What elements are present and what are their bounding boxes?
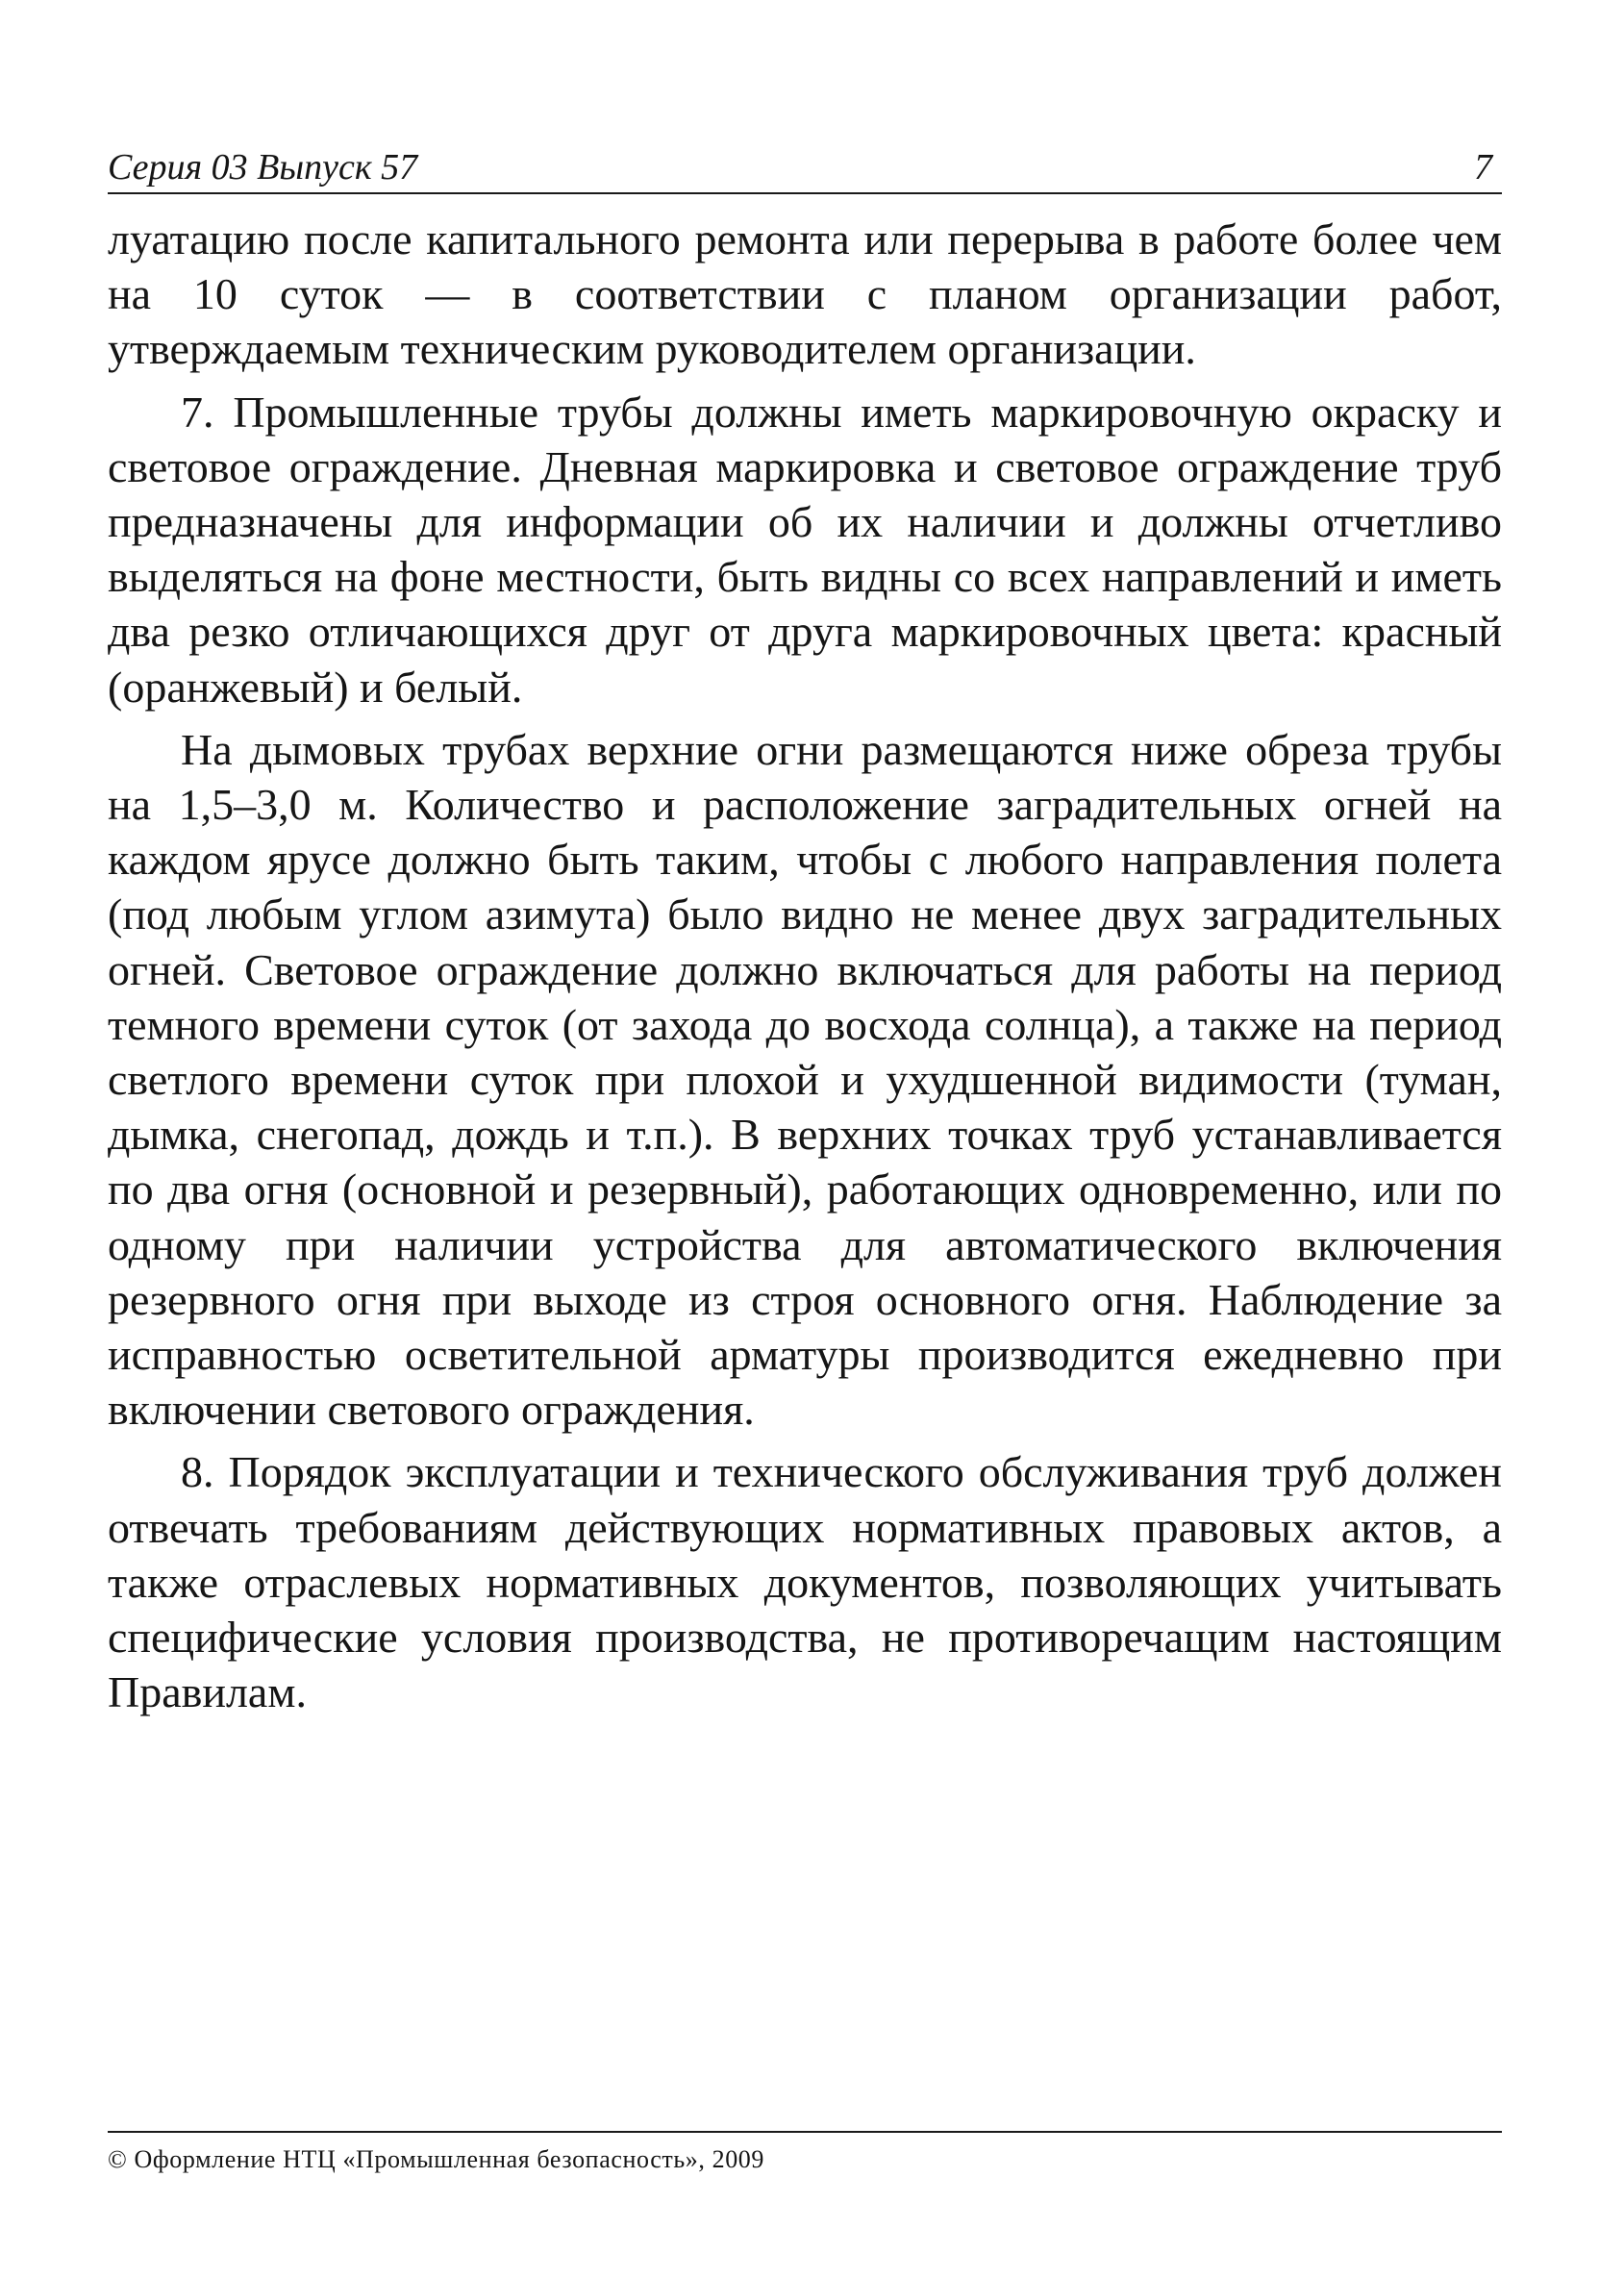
copyright-notice: © Оформление НТЦ «Промышленная безопасность», 2009 [108,2145,764,2173]
paragraph-smoke-stack-lights: На дымовых трубах верхние огни размещаются ниже обреза трубы на 1,5–3,0 м. Количество и расположение заградительных огней на каждом ярусе должно быть таким, чтобы с любого направления полета (под любым углом азимута) было видно не менее двух заградительных огней. Световое ограждение должно включаться для работы на период темного времени суток (от захода до восхода солнца), а также на период светлого времени суток при плохой и ухудшенной видимости (туман, дымка, снегопад, дождь и т.п.). В верхних точках труб устанавливается по два огня (основной и резервный), работающих одновременно, или по одному при наличии устройства для автоматического включения резервного огня при выходе из строя основного огня. Наблюдение за исправностью осветительной арматуры производится ежедневно при включении светового ограждения. [108,724,1502,1435]
page-number: 7 [1474,147,1492,188]
paragraph-continuation: луатацию после капитального ремонта или перерыва в работе более чем на 10 суток — в соответствии с планом организации работ, утверждаемым техническим руководителем организации. [108,214,1502,374]
paragraph-item-7: 7. Промышленные трубы должны иметь маркировочную окраску и световое ограждение. Дневная маркировка и световое ограждение труб предназначены для информации об их наличии и должны отчетливо выделяться на фоне местности, быть видны со всех направлений и иметь два резко отличающихся друг от друга маркировочных цвета: красный (оранжевый) и белый. [108,387,1502,712]
page-footer [108,2131,1502,2175]
series-issue-label: Серия 03 Выпуск 57 [108,147,418,188]
page-header [108,144,1502,194]
body-text [108,212,1502,1719]
paragraph-item-8: 8. Порядок эксплуатации и технического обслуживания труб должен отвечать требованиям действующих нормативных правовых актов, а также отраслевых нормативных документов, позволяющих учитывать специфические условия производства, не противоречащим настоящим Правилам. [108,1447,1502,1717]
